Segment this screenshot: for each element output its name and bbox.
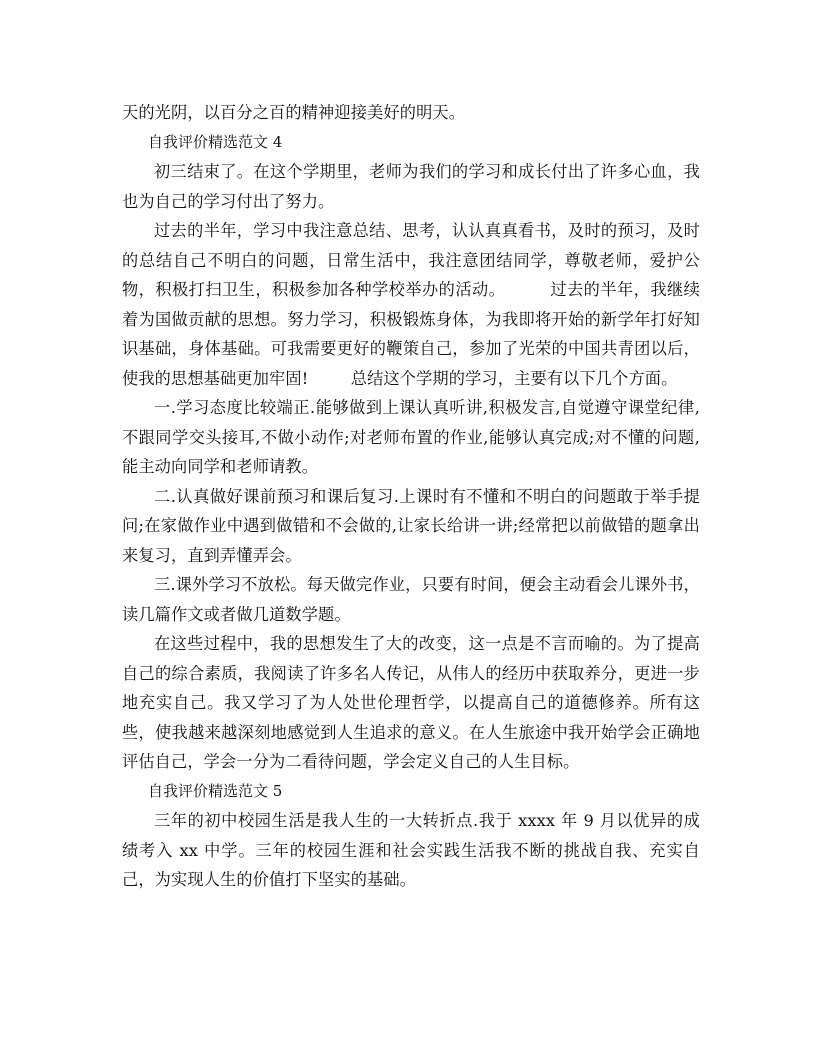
paragraph-half-year-summary: 过去的半年，学习中我注意总结、思考，认认真真看书，及时的预习，及时的总结自己不明白的问题，日常生活中，我注意团结同学，尊敬老师，爱护公物，积极打扫卫生，积极参加各种学校举办的活动。 过去的半年，我继续着为国做贡献的思想。努力学习，积极锻炼身体，为我即将开始的新学年打好知识基础，身体基础。可我需要更好的鞭策自己，参加了光荣的中国共青团以后，使我的思想基础更加牢固! 总结这个学期的学习，主要有以下几个方面。 [122, 221, 700, 388]
section-heading-5: 自我评价精选范文 5 [148, 781, 283, 800]
section-heading-4: 自我评价精选范文 4 [148, 132, 283, 151]
paragraph-intro-4: 初三结束了。在这个学期里，老师为我们的学习和成长付出了许多心血，我也为自己的学习付出了努力。 [122, 162, 700, 211]
paragraph-intro-5: 三年的初中校园生活是我人生的一大转折点.我于 xxxx 年 9 月以优异的成绩考入 xx 中学。三年的校园生涯和社会实践生活我不断的挑战自我、充实自己，为实现人生的价值打下坚实的基础。 [122, 811, 700, 889]
paragraph-point-one: 一.学习态度比较端正.能够做到上课认真听讲,积极发言,自觉遵守课堂纪律,不跟同学交头接耳,不做小动作;对老师布置的作业,能够认真完成;对不懂的问题,能主动向同学和老师请教。 [122, 398, 700, 476]
paragraph-continuation: 天的光阴，以百分之百的精神迎接美好的明天。 [122, 103, 466, 122]
document-body [122, 98, 700, 895]
paragraph-reflection: 在这些过程中，我的思想发生了大的改变，这一点是不言而喻的。为了提高自己的综合素质，我阅读了许多名人传记，从伟人的经历中获取养分，更进一步地充实自己。我又学习了为人处世伦理哲学，以提高自己的道德修养。所有这些，使我越来越深刻地感觉到人生追求的意义。在人生旅途中我开始学会正确地评估自己，学会一分为二看待问题，学会定义自己的人生目标。 [122, 634, 700, 771]
paragraph-point-three: 三.课外学习不放松。每天做完作业，只要有时间，便会主动看会儿课外书，读几篇作文或者做几道数学题。 [122, 575, 700, 624]
paragraph-point-two: 二.认真做好课前预习和课后复习.上课时有不懂和不明白的问题敢于举手提问;在家做作业中遇到做错和不会做的,让家长给讲一讲;经常把以前做错的题拿出来复习，直到弄懂弄会。 [122, 486, 700, 565]
